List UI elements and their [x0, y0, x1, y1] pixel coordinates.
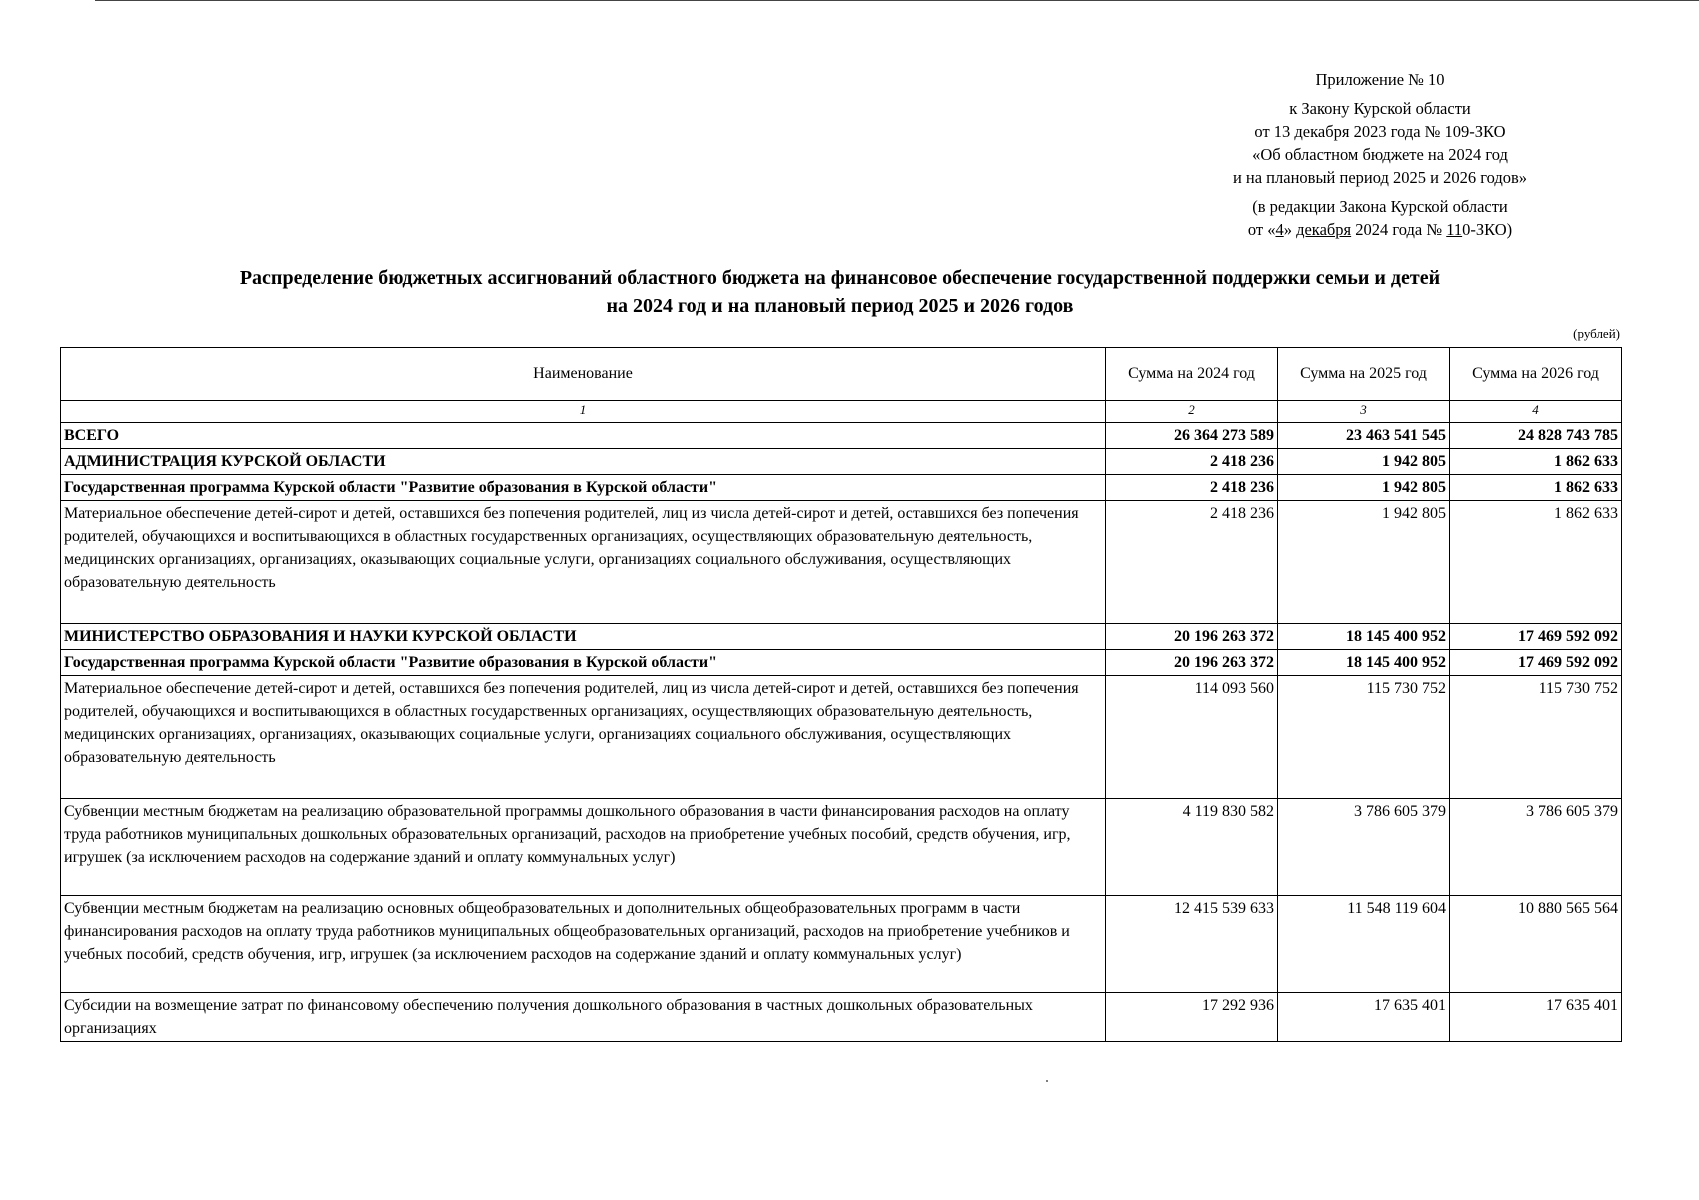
table-row — [61, 993, 1622, 1042]
row-amount-2026: 3 786 605 379 — [1450, 799, 1622, 896]
row-amount-2026: 17 469 592 092 — [1450, 624, 1622, 650]
table-row — [61, 501, 1622, 624]
row-name: Государственная программа Курской области "Развитие образования в Курской области" — [61, 650, 1106, 676]
table-row — [61, 896, 1622, 993]
table-row-program — [61, 650, 1622, 676]
column-number: 1 — [61, 401, 1106, 423]
row-amount-2026: 115 730 752 — [1450, 676, 1622, 799]
row-name: Субвенции местным бюджетам на реализацию основных общеобразовательных и дополнительных общеобразовательных программ в части финансирования расходов на оплату труда работников муниципальных общеобразовательных организаций, расходов на приобретение учебников и учебных пособий, средств обучения, игр, игрушек (за исключением расходов на содержание зданий и оплату коммунальных услуг) — [61, 896, 1106, 993]
top-scan-rule — [95, 0, 1699, 1]
table-row-total — [61, 423, 1622, 449]
header-2026: Сумма на 2026 год — [1450, 348, 1622, 401]
row-amount-2024: 26 364 273 589 — [1106, 423, 1278, 449]
row-amount-2025: 115 730 752 — [1278, 676, 1450, 799]
row-amount-2025: 18 145 400 952 — [1278, 624, 1450, 650]
row-amount-2025: 23 463 541 545 — [1278, 423, 1450, 449]
row-name: АДМИНИСТРАЦИЯ КУРСКОЙ ОБЛАСТИ — [61, 449, 1106, 475]
row-amount-2025: 1 942 805 — [1278, 475, 1450, 501]
header-2025: Сумма на 2025 год — [1278, 348, 1450, 401]
row-amount-2025: 18 145 400 952 — [1278, 650, 1450, 676]
row-amount-2026: 1 862 633 — [1450, 475, 1622, 501]
document-title-line-2: на 2024 год и на плановый период 2025 и 2026 годов — [606, 295, 1074, 317]
row-amount-2025: 1 942 805 — [1278, 501, 1450, 624]
table-row — [61, 676, 1622, 799]
appendix-revision-2: от «4» декабря 2024 года № 110-ЗКО) — [1247, 220, 1513, 239]
revision-month: декабря — [1296, 220, 1352, 239]
scan-speck — [1046, 1080, 1048, 1082]
appendix-revision-1: (в редакции Закона Курской области — [1252, 197, 1508, 216]
row-name: Субсидии на возмещение затрат по финансовому обеспечению получения дошкольного образования в частных дошкольных образовательных организациях — [61, 993, 1106, 1042]
revision-day: 4 — [1275, 220, 1284, 239]
document-title — [100, 264, 1580, 320]
row-amount-2024: 4 119 830 582 — [1106, 799, 1278, 896]
column-number: 4 — [1450, 401, 1622, 423]
header-2024: Сумма на 2024 год — [1106, 348, 1278, 401]
table-row — [61, 799, 1622, 896]
row-amount-2024: 114 093 560 — [1106, 676, 1278, 799]
header-name: Наименование — [61, 348, 1106, 401]
document-title-line-1: Распределение бюджетных ассигнований областного бюджета на финансовое обеспечение государственной поддержки семьи и детей — [239, 267, 1441, 289]
row-amount-2024: 20 196 263 372 — [1106, 650, 1278, 676]
row-amount-2025: 17 635 401 — [1278, 993, 1450, 1042]
column-number: 3 — [1278, 401, 1450, 423]
appendix-law-title-2: и на плановый период 2025 и 2026 годов» — [1232, 168, 1528, 187]
row-amount-2026: 17 635 401 — [1450, 993, 1622, 1042]
row-amount-2026: 10 880 565 564 — [1450, 896, 1622, 993]
row-amount-2025: 3 786 605 379 — [1278, 799, 1450, 896]
row-amount-2025: 11 548 119 604 — [1278, 896, 1450, 993]
row-amount-2025: 1 942 805 — [1278, 449, 1450, 475]
currency-unit: (рублей) — [1573, 326, 1620, 341]
row-amount-2024: 17 292 936 — [1106, 993, 1278, 1042]
row-amount-2024: 2 418 236 — [1106, 501, 1278, 624]
table-row-organization — [61, 624, 1622, 650]
row-name: Материальное обеспечение детей-сирот и детей, оставшихся без попечения родителей, лиц из числа детей-сирот и детей, оставшихся без попечения родителей, обучающихся и воспитывающихся в областных государственных организациях, осуществляющих образовательную деятельность, медицинских организациях, организациях, оказывающих социальные услуги, организациях социального обслуживания, осуществляющих образовательную деятельность — [61, 501, 1106, 624]
row-name: МИНИСТЕРСТВО ОБРАЗОВАНИЯ И НАУКИ КУРСКОЙ ОБЛАСТИ — [61, 624, 1106, 650]
row-amount-2026: 17 469 592 092 — [1450, 650, 1622, 676]
row-amount-2026: 1 862 633 — [1450, 449, 1622, 475]
appendix-header — [1180, 68, 1580, 241]
row-amount-2024: 2 418 236 — [1106, 449, 1278, 475]
row-name: Государственная программа Курской области "Развитие образования в Курской области" — [61, 475, 1106, 501]
header-row — [61, 348, 1622, 401]
row-name: ВСЕГО — [61, 423, 1106, 449]
column-number: 2 — [1106, 401, 1278, 423]
appendix-number: Приложение № 10 — [1315, 70, 1445, 89]
table-row-program — [61, 475, 1622, 501]
row-name: Материальное обеспечение детей-сирот и детей, оставшихся без попечения родителей, лиц из числа детей-сирот и детей, оставшихся без попечения родителей, обучающихся и воспитывающихся в областных государственных организациях, осуществляющих образовательную деятельность, медицинских организациях, организациях, оказывающих социальные услуги, организациях социального обслуживания, осуществляющих образовательную деятельность — [61, 676, 1106, 799]
table-row-organization — [61, 449, 1622, 475]
row-name: Субвенции местным бюджетам на реализацию образовательной программы дошкольного образования в части финансирования расходов на оплату труда работников муниципальных дошкольных образовательных организаций, расходов на приобретение учебных пособий, средств обучения, игр, игрушек (за исключением расходов на содержание зданий и оплату коммунальных услуг) — [61, 799, 1106, 896]
appendix-law-date: от 13 декабря 2023 года № 109-ЗКО — [1254, 122, 1506, 141]
appendix-law-title-1: «Об областном бюджете на 2024 год — [1252, 145, 1508, 164]
budget-table — [60, 347, 1622, 1042]
row-amount-2026: 1 862 633 — [1450, 501, 1622, 624]
row-amount-2024: 12 415 539 633 — [1106, 896, 1278, 993]
appendix-law-ref: к Закону Курской области — [1289, 99, 1471, 118]
row-amount-2026: 24 828 743 785 — [1450, 423, 1622, 449]
row-amount-2024: 20 196 263 372 — [1106, 624, 1278, 650]
row-amount-2024: 2 418 236 — [1106, 475, 1278, 501]
revision-number: 11 — [1446, 220, 1463, 239]
column-number-row — [61, 401, 1622, 423]
